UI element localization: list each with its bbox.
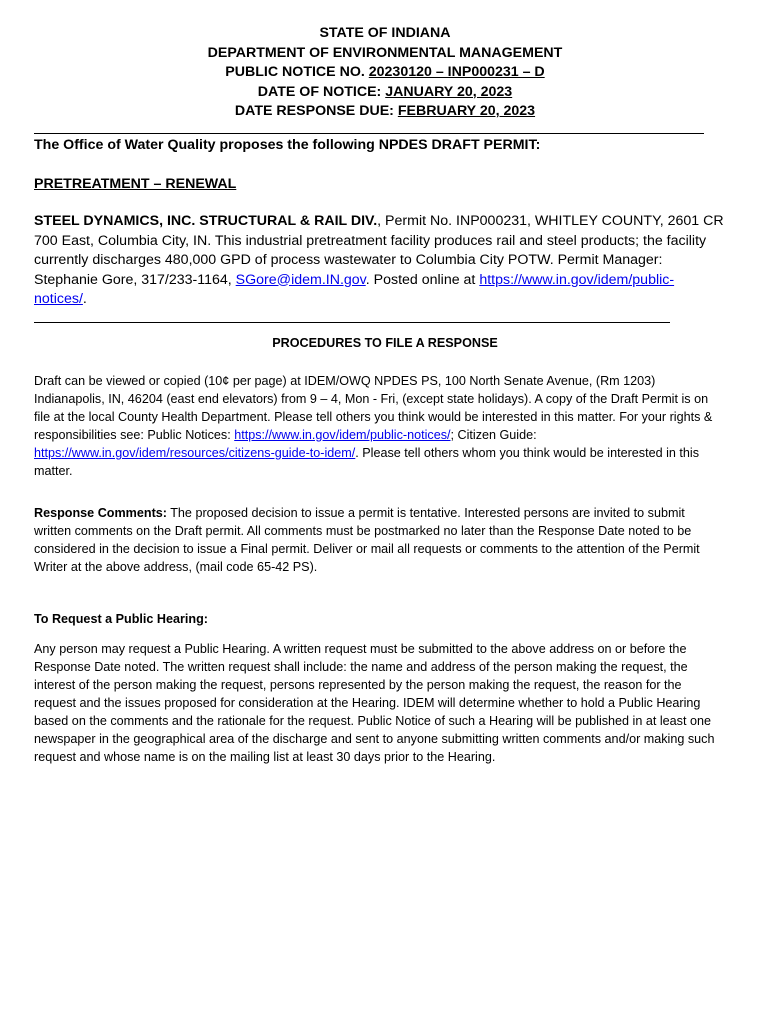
state-line: STATE OF INDIANA (319, 25, 451, 41)
permit-manager-email-link[interactable]: SGore@idem.IN.gov (235, 271, 366, 288)
viewing-paragraph: Draft can be viewed or copied (10¢ per page) at IDEM/OWQ NPDES PS, 100 North Senate Avenue, (Rm 1203) Indianapolis, IN, 46204 (east end elevators) from 9 – 4, Mon - Fri, (except state holidays). A copy of the Draft Permit is on file at the local County Health Department. Please tell others you think would be interested in this matter. For your rights & responsibilities see: Public Notices: https://www.in.gov/idem/public-notices/; Citizen Guide: https://www.in.gov/idem/resources/citizens-guide-to-idem/. Please tell others whom you think would be interested in this matter. (34, 374, 713, 478)
citizens-guide-link[interactable]: https://www.in.gov/idem/resources/citizens-guide-to-idem/ (34, 446, 356, 460)
response-comments-label: Response Comments: (34, 506, 167, 520)
intro-text: The Office of Water Quality proposes the following NPDES DRAFT PERMIT: (34, 137, 541, 153)
public-notices-link[interactable]: https://www.in.gov/idem/public-notices/ (34, 271, 675, 307)
notice-header (0, 24, 770, 122)
notice-number: 20230120 – INP000231 – D (368, 64, 545, 80)
hearing-paragraph: Any person may request a Public Hearing. A written request must be submitted to the above address on or before the Response Date noted. The written request shall include: the name and address of the person making the request, the interest of the person making the request, persons represented by the person making the request, the reason for the request and the issues proposed for consideration at the Hearing. IDEM will determine whether to hold a Public Hearing based on the comments and the rationale for the request. Public Notice of such a Hearing will be published in at least one newspaper in the geographical area of the discharge and sent to anyone submitting written comments and/or making such request and whose name is on the mailing list at least 30 days prior to the Hearing. (34, 642, 715, 764)
response-due-line: DATE RESPONSE DUE: FEBRUARY 20, 2023 (234, 103, 536, 119)
header-divider (34, 133, 704, 134)
response-comments-paragraph: Response Comments: The proposed decision to issue a permit is tentative. Interested persons are invited to submit written comments on the Draft permit. All comments must be postmarked no later than the Response Date noted to be considered in the decision to issue a Final permit. Deliver or mail all requests or comments to the attention of the Permit Writer at the above address, (mail code 65-42 PS). (34, 506, 700, 574)
facility-name: STEEL DYNAMICS, INC. STRUCTURAL & RAIL DIV. (34, 213, 378, 229)
section-divider (34, 322, 670, 323)
response-due-date: FEBRUARY 20, 2023 (397, 103, 536, 119)
notice-date-line: DATE OF NOTICE: JANUARY 20, 2023 (257, 83, 513, 100)
section-title: PRETREATMENT – RENEWAL (34, 176, 237, 192)
procedures-title: PROCEDURES TO FILE A RESPONSE (272, 336, 498, 350)
public-notices-link-2[interactable]: https://www.in.gov/idem/public-notices/ (234, 428, 451, 442)
notice-number-line: PUBLIC NOTICE NO. 20230120 – INP000231 – D (225, 64, 545, 80)
permit-paragraph: STEEL DYNAMICS, INC. STRUCTURAL & RAIL DIV., Permit No. INP000231, WHITLEY COUNTY, 2601 CR 700 East, Columbia City, IN. This industrial pretreatment facility produces rail and steel products; the facility currently discharges 480,000 GPD of process wastewater to Columbia City POTW. Permit Manager: Stephanie Gore, 317/233-1164, SGore@idem.IN.gov. Posted online at https://www.in.gov/idem/public-notices/. (34, 213, 724, 307)
hearing-heading: To Request a Public Hearing: (34, 612, 209, 626)
notice-date: JANUARY 20, 2023 (385, 83, 513, 100)
department-line: DEPARTMENT OF ENVIRONMENTAL MANAGEMENT (207, 44, 563, 61)
